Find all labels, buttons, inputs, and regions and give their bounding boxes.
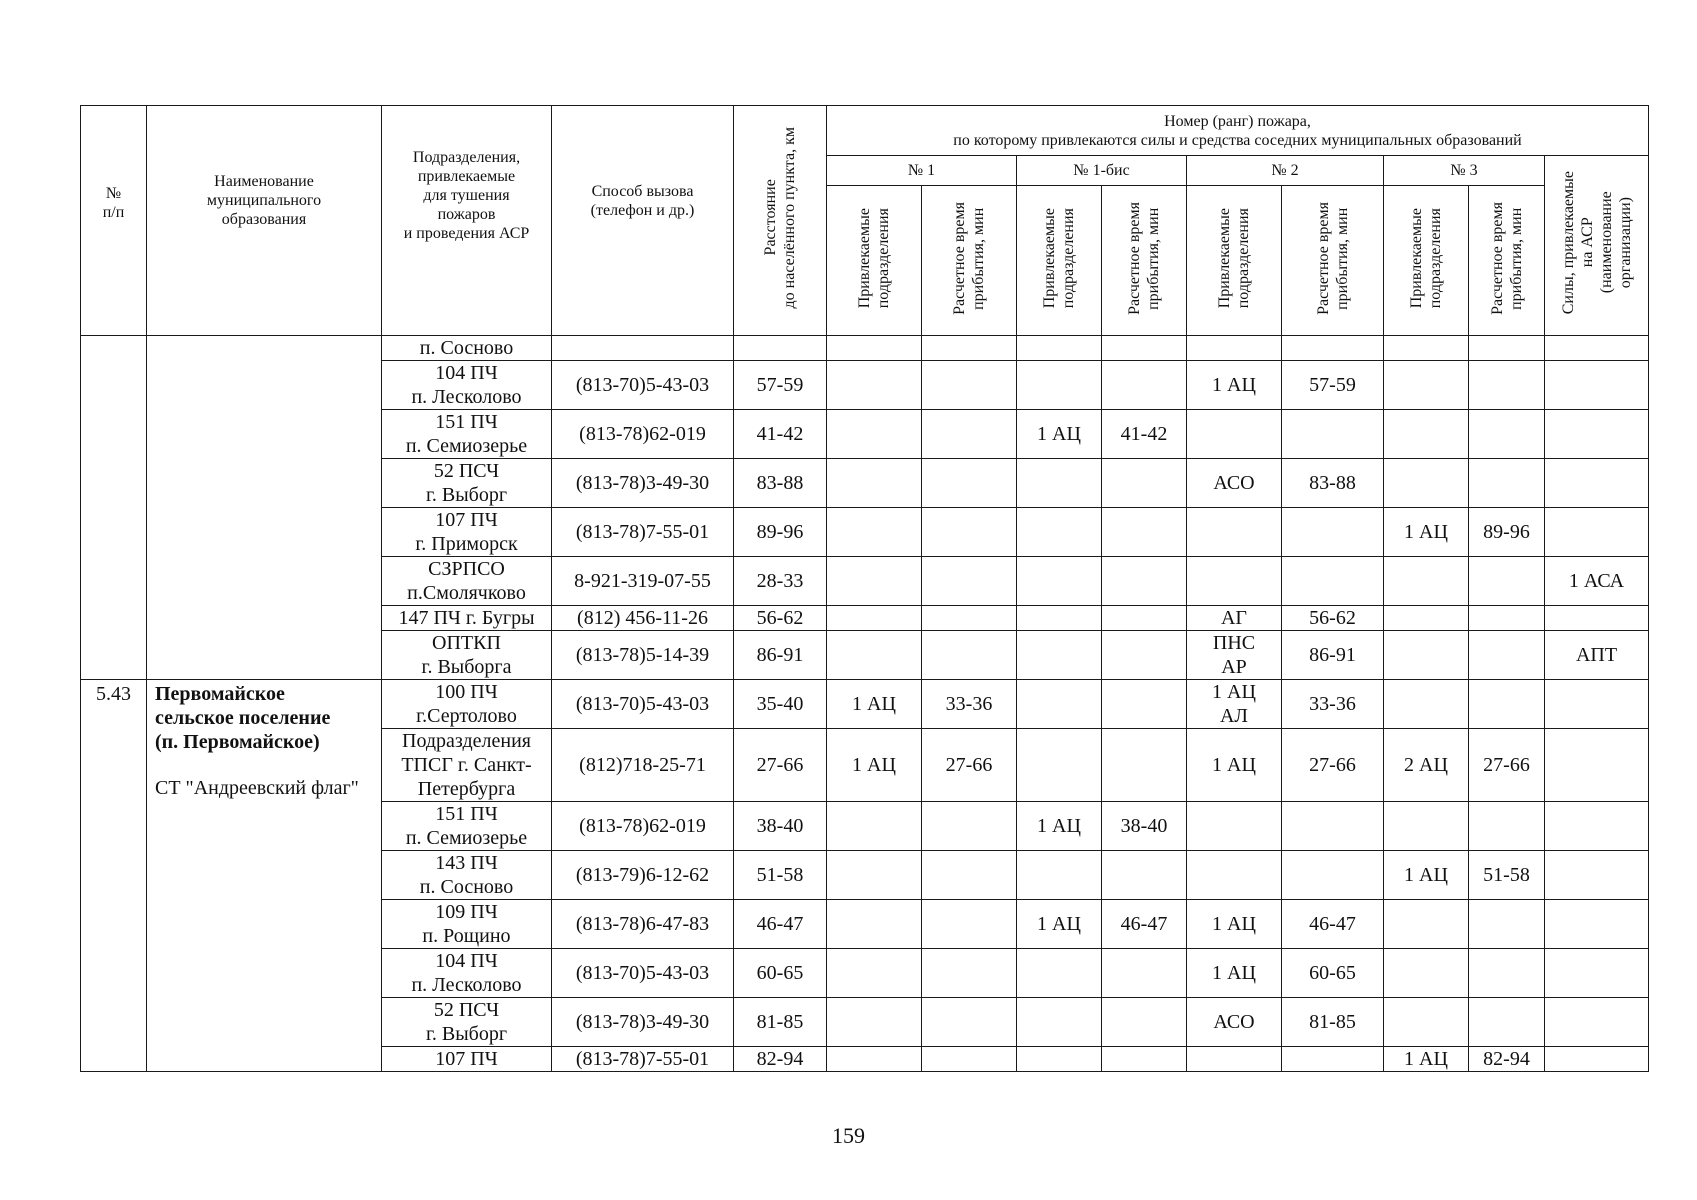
asr-forces-cell bbox=[1545, 729, 1649, 802]
rank3-units-cell: 1 АЦ bbox=[1384, 1047, 1469, 1072]
rank1-units-cell: 1 АЦ bbox=[827, 729, 922, 802]
unit-cell: 147 ПЧ г. Бугры bbox=[382, 606, 552, 631]
header-asr-forces-text: Силы, привлекаемые на АСР (наименование организации) bbox=[1559, 171, 1634, 315]
rank2-time-cell: 27-66 bbox=[1282, 729, 1384, 802]
asr-forces-cell: АПТ bbox=[1545, 631, 1649, 680]
rank1bis-units-cell bbox=[1017, 336, 1102, 361]
rank2-time-cell: 60-65 bbox=[1282, 949, 1384, 998]
rank3-units-cell: 1 АЦ bbox=[1384, 851, 1469, 900]
rank1-units-cell bbox=[827, 336, 922, 361]
rank3-units-cell bbox=[1384, 336, 1469, 361]
rank1-time-cell bbox=[922, 998, 1017, 1047]
distance-cell: 27-66 bbox=[734, 729, 827, 802]
rank1bis-time-cell bbox=[1102, 680, 1187, 729]
rank1-units-cell bbox=[827, 508, 922, 557]
unit-cell: 151 ПЧ п. Семиозерье bbox=[382, 802, 552, 851]
rank1-units-cell bbox=[827, 998, 922, 1047]
rank1-time-cell bbox=[922, 508, 1017, 557]
header-rank-1-units bbox=[827, 186, 922, 336]
fire-forces-table bbox=[80, 105, 1649, 1072]
rank1-units-cell bbox=[827, 949, 922, 998]
header-rank-1: № 1 bbox=[827, 156, 1017, 186]
rank1-units-cell bbox=[827, 900, 922, 949]
unit-cell: Подразделения ТПСГ г. Санкт- Петербурга bbox=[382, 729, 552, 802]
table-row bbox=[81, 336, 1649, 361]
rank2-time-cell bbox=[1282, 557, 1384, 606]
unit-cell: 52 ПСЧ г. Выборг bbox=[382, 998, 552, 1047]
rank1bis-time-cell bbox=[1102, 851, 1187, 900]
rank3-units-cell bbox=[1384, 949, 1469, 998]
rank2-time-cell bbox=[1282, 1047, 1384, 1072]
rank2-time-cell bbox=[1282, 802, 1384, 851]
rank1-units-cell bbox=[827, 410, 922, 459]
rank3-time-cell bbox=[1469, 336, 1545, 361]
unit-cell: 151 ПЧ п. Семиозерье bbox=[382, 410, 552, 459]
rank2-time-cell bbox=[1282, 851, 1384, 900]
rank2-units-cell: АГ bbox=[1187, 606, 1282, 631]
header-rank-1-time-text: Расчетное время прибытия, мин bbox=[951, 201, 987, 315]
asr-forces-cell bbox=[1545, 336, 1649, 361]
distance-cell: 35-40 bbox=[734, 680, 827, 729]
rank1bis-time-cell: 38-40 bbox=[1102, 802, 1187, 851]
phone-cell: (812) 456-11-26 bbox=[552, 606, 734, 631]
phone-cell: (813-78)5-14-39 bbox=[552, 631, 734, 680]
rank1bis-time-cell bbox=[1102, 631, 1187, 680]
rank1-units-cell bbox=[827, 631, 922, 680]
rank2-units-cell bbox=[1187, 851, 1282, 900]
unit-cell: 107 ПЧ bbox=[382, 1047, 552, 1072]
rank1-time-cell bbox=[922, 361, 1017, 410]
header-rank-2: № 2 bbox=[1187, 156, 1384, 186]
header-rank-1bis-time-text: Расчетное время прибытия, мин bbox=[1126, 201, 1162, 315]
asr-forces-cell bbox=[1545, 606, 1649, 631]
unit-cell: 104 ПЧ п. Лесколово bbox=[382, 361, 552, 410]
phone-cell: (813-78)7-55-01 bbox=[552, 508, 734, 557]
rank1-time-cell bbox=[922, 336, 1017, 361]
unit-cell: СЗРПСО п.Смолячково bbox=[382, 557, 552, 606]
rank3-time-cell bbox=[1469, 361, 1545, 410]
header-asr-forces bbox=[1545, 156, 1649, 336]
header-num bbox=[81, 106, 147, 336]
phone-cell: (813-78)62-019 bbox=[552, 802, 734, 851]
rank1bis-units-cell bbox=[1017, 998, 1102, 1047]
rank2-time-cell bbox=[1282, 336, 1384, 361]
header-call-text: Способ вызова (телефон и др.) bbox=[590, 183, 695, 219]
header-rank-2-time-text: Расчетное время прибытия, мин bbox=[1314, 201, 1351, 315]
header-rank-3-time-text: Расчетное время прибытия, мин bbox=[1488, 201, 1525, 315]
rank1bis-units-cell: 1 АЦ bbox=[1017, 410, 1102, 459]
section-b-subtitle: СТ "Андреевский флаг" bbox=[155, 777, 359, 799]
rank3-time-cell bbox=[1469, 900, 1545, 949]
distance-cell: 38-40 bbox=[734, 802, 827, 851]
asr-forces-cell bbox=[1545, 508, 1649, 557]
header-rank-1bis: № 1-бис bbox=[1017, 156, 1187, 186]
rank3-units-cell bbox=[1384, 361, 1469, 410]
header-units bbox=[382, 106, 552, 336]
rank2-units-cell bbox=[1187, 508, 1282, 557]
rank1-units-cell bbox=[827, 361, 922, 410]
rank3-time-cell: 51-58 bbox=[1469, 851, 1545, 900]
header-rank-3-units bbox=[1384, 186, 1469, 336]
rank3-time-cell bbox=[1469, 606, 1545, 631]
rank3-time-cell bbox=[1469, 802, 1545, 851]
rank3-units-cell bbox=[1384, 998, 1469, 1047]
rank1bis-time-cell: 46-47 bbox=[1102, 900, 1187, 949]
header-rank-1-time bbox=[922, 186, 1017, 336]
rank1-units-cell bbox=[827, 459, 922, 508]
rank1bis-time-cell bbox=[1102, 336, 1187, 361]
unit-cell: 104 ПЧ п. Лесколово bbox=[382, 949, 552, 998]
rank2-units-cell: 1 АЦ bbox=[1187, 729, 1282, 802]
header-rank-1bis-units-text: Привлекаемые подразделения bbox=[1041, 207, 1077, 309]
rank1bis-units-cell bbox=[1017, 680, 1102, 729]
header-rank-1bis-units bbox=[1017, 186, 1102, 336]
rank1-time-cell bbox=[922, 1047, 1017, 1072]
rank1bis-units-cell bbox=[1017, 557, 1102, 606]
phone-cell: (813-78)3-49-30 bbox=[552, 998, 734, 1047]
unit-cell: 109 ПЧ п. Рощино bbox=[382, 900, 552, 949]
rank1bis-units-cell bbox=[1017, 631, 1102, 680]
rank2-units-cell bbox=[1187, 336, 1282, 361]
rank3-units-cell bbox=[1384, 631, 1469, 680]
distance-cell: 86-91 bbox=[734, 631, 827, 680]
rank3-time-cell: 27-66 bbox=[1469, 729, 1545, 802]
rank1-time-cell bbox=[922, 631, 1017, 680]
rank1-units-cell: 1 АЦ bbox=[827, 680, 922, 729]
distance-cell: 41-42 bbox=[734, 410, 827, 459]
asr-forces-cell bbox=[1545, 459, 1649, 508]
rank1-time-cell bbox=[922, 606, 1017, 631]
page-number: 159 bbox=[832, 1123, 865, 1148]
asr-forces-cell: 1 АСА bbox=[1545, 557, 1649, 606]
rank1-units-cell bbox=[827, 851, 922, 900]
rank1bis-time-cell bbox=[1102, 508, 1187, 557]
rank1bis-time-cell bbox=[1102, 606, 1187, 631]
header-rank-2-time bbox=[1282, 186, 1384, 336]
rank3-time-cell bbox=[1469, 998, 1545, 1047]
rank1-units-cell bbox=[827, 557, 922, 606]
rank2-units-cell bbox=[1187, 1047, 1282, 1072]
rank3-time-cell bbox=[1469, 680, 1545, 729]
rank1bis-time-cell bbox=[1102, 459, 1187, 508]
asr-forces-cell bbox=[1545, 998, 1649, 1047]
asr-forces-cell bbox=[1545, 851, 1649, 900]
rank3-units-cell bbox=[1384, 680, 1469, 729]
section-b-num: 5.43 bbox=[81, 680, 147, 1072]
asr-forces-cell bbox=[1545, 680, 1649, 729]
rank3-units-cell bbox=[1384, 606, 1469, 631]
rank3-time-cell: 89-96 bbox=[1469, 508, 1545, 557]
rank1bis-units-cell bbox=[1017, 459, 1102, 508]
unit-cell: 107 ПЧ г. Приморск bbox=[382, 508, 552, 557]
rank2-units-cell: АСО bbox=[1187, 998, 1282, 1047]
rank1bis-units-cell: 1 АЦ bbox=[1017, 900, 1102, 949]
rank3-units-cell bbox=[1384, 459, 1469, 508]
rank2-units-cell: 1 АЦ bbox=[1187, 900, 1282, 949]
rank1-time-cell bbox=[922, 459, 1017, 508]
distance-cell bbox=[734, 336, 827, 361]
asr-forces-cell bbox=[1545, 1047, 1649, 1072]
unit-cell: п. Сосново bbox=[382, 336, 552, 361]
rank3-time-cell bbox=[1469, 410, 1545, 459]
rank1bis-time-cell bbox=[1102, 1047, 1187, 1072]
rank1-units-cell bbox=[827, 802, 922, 851]
rank1-units-cell bbox=[827, 606, 922, 631]
section-a-num bbox=[81, 336, 147, 680]
rank1bis-units-cell bbox=[1017, 508, 1102, 557]
distance-cell: 57-59 bbox=[734, 361, 827, 410]
rank1bis-units-cell bbox=[1017, 1047, 1102, 1072]
rank3-units-cell: 1 АЦ bbox=[1384, 508, 1469, 557]
rank1-time-cell bbox=[922, 410, 1017, 459]
phone-cell: (813-70)5-43-03 bbox=[552, 680, 734, 729]
phone-cell: (812)718-25-71 bbox=[552, 729, 734, 802]
rank1bis-units-cell: 1 АЦ bbox=[1017, 802, 1102, 851]
distance-cell: 51-58 bbox=[734, 851, 827, 900]
rank1bis-time-cell bbox=[1102, 557, 1187, 606]
unit-cell: ОПТКП г. Выборга bbox=[382, 631, 552, 680]
header-rank-title bbox=[827, 106, 1649, 156]
header-call bbox=[552, 106, 734, 336]
header-distance bbox=[734, 106, 827, 336]
header-rank-1bis-time bbox=[1102, 186, 1187, 336]
phone-cell: (813-78)7-55-01 bbox=[552, 1047, 734, 1072]
rank1bis-units-cell bbox=[1017, 729, 1102, 802]
rank3-units-cell: 2 АЦ bbox=[1384, 729, 1469, 802]
rank3-units-cell bbox=[1384, 802, 1469, 851]
rank2-units-cell bbox=[1187, 557, 1282, 606]
rank1bis-time-cell: 41-42 bbox=[1102, 410, 1187, 459]
distance-cell: 83-88 bbox=[734, 459, 827, 508]
distance-cell: 46-47 bbox=[734, 900, 827, 949]
rank2-units-cell: 1 АЦ АЛ bbox=[1187, 680, 1282, 729]
rank2-time-cell: 86-91 bbox=[1282, 631, 1384, 680]
rank3-time-cell bbox=[1469, 949, 1545, 998]
header-rank-1-units-text: Привлекаемые подразделения bbox=[856, 207, 892, 309]
rank2-time-cell: 56-62 bbox=[1282, 606, 1384, 631]
rank2-time-cell: 57-59 bbox=[1282, 361, 1384, 410]
distance-cell: 56-62 bbox=[734, 606, 827, 631]
rank2-time-cell bbox=[1282, 508, 1384, 557]
phone-cell: (813-70)5-43-03 bbox=[552, 949, 734, 998]
rank1-time-cell bbox=[922, 900, 1017, 949]
rank2-time-cell bbox=[1282, 410, 1384, 459]
rank2-time-cell: 33-36 bbox=[1282, 680, 1384, 729]
rank1-time-cell bbox=[922, 557, 1017, 606]
phone-cell bbox=[552, 336, 734, 361]
rank1bis-time-cell bbox=[1102, 949, 1187, 998]
asr-forces-cell bbox=[1545, 900, 1649, 949]
phone-cell: (813-78)6-47-83 bbox=[552, 900, 734, 949]
rank1bis-time-cell bbox=[1102, 998, 1187, 1047]
rank2-time-cell: 81-85 bbox=[1282, 998, 1384, 1047]
rank2-time-cell: 46-47 bbox=[1282, 900, 1384, 949]
asr-forces-cell bbox=[1545, 361, 1649, 410]
header-rank-2-units-text: Привлекаемые подразделения bbox=[1216, 207, 1252, 309]
phone-cell: (813-79)6-12-62 bbox=[552, 851, 734, 900]
asr-forces-cell bbox=[1545, 410, 1649, 459]
rank1-time-cell bbox=[922, 949, 1017, 998]
rank1bis-units-cell bbox=[1017, 949, 1102, 998]
rank1-time-cell: 33-36 bbox=[922, 680, 1017, 729]
table-row bbox=[81, 680, 1649, 729]
rank3-time-cell bbox=[1469, 557, 1545, 606]
phone-cell: 8-921-319-07-55 bbox=[552, 557, 734, 606]
asr-forces-cell bbox=[1545, 802, 1649, 851]
rank3-units-cell bbox=[1384, 900, 1469, 949]
rank3-units-cell bbox=[1384, 410, 1469, 459]
distance-cell: 28-33 bbox=[734, 557, 827, 606]
rank2-units-cell: АСО bbox=[1187, 459, 1282, 508]
rank2-units-cell bbox=[1187, 802, 1282, 851]
header-rank-2-units bbox=[1187, 186, 1282, 336]
rank2-units-cell bbox=[1187, 410, 1282, 459]
section-b-name bbox=[147, 680, 382, 1072]
phone-cell: (813-78)3-49-30 bbox=[552, 459, 734, 508]
distance-cell: 82-94 bbox=[734, 1047, 827, 1072]
phone-cell: (813-78)62-019 bbox=[552, 410, 734, 459]
rank1bis-time-cell bbox=[1102, 729, 1187, 802]
rank2-units-cell: 1 АЦ bbox=[1187, 949, 1282, 998]
rank3-time-cell bbox=[1469, 631, 1545, 680]
section-b-title: Первомайское сельское поселение (п. Первомайское) bbox=[155, 683, 331, 753]
header-name bbox=[147, 106, 382, 336]
rank1-time-cell bbox=[922, 802, 1017, 851]
rank2-units-cell: ПНС АР bbox=[1187, 631, 1282, 680]
rank1-time-cell bbox=[922, 851, 1017, 900]
header-rank-3-time bbox=[1469, 186, 1545, 336]
header-rank-title-text: Номер (ранг) пожара, по которому привлекаются силы и средства соседних муниципальных образований bbox=[953, 112, 1522, 149]
rank1bis-units-cell bbox=[1017, 851, 1102, 900]
header-num-text: № п/п bbox=[102, 185, 125, 221]
section-a-name bbox=[147, 336, 382, 680]
distance-cell: 89-96 bbox=[734, 508, 827, 557]
rank1-units-cell bbox=[827, 1047, 922, 1072]
header-rank-3: № 3 bbox=[1384, 156, 1545, 186]
unit-cell: 143 ПЧ п. Сосново bbox=[382, 851, 552, 900]
rank1-time-cell: 27-66 bbox=[922, 729, 1017, 802]
rank3-time-cell bbox=[1469, 459, 1545, 508]
phone-cell: (813-70)5-43-03 bbox=[552, 361, 734, 410]
asr-forces-cell bbox=[1545, 949, 1649, 998]
rank3-time-cell: 82-94 bbox=[1469, 1047, 1545, 1072]
rank1bis-units-cell bbox=[1017, 361, 1102, 410]
header-distance-text: Расстояние до населённого пункта, км bbox=[762, 127, 798, 309]
unit-cell: 52 ПСЧ г. Выборг bbox=[382, 459, 552, 508]
rank1bis-units-cell bbox=[1017, 606, 1102, 631]
rank2-time-cell: 83-88 bbox=[1282, 459, 1384, 508]
header-name-text: Наименование муниципального образования bbox=[206, 173, 322, 228]
rank2-units-cell: 1 АЦ bbox=[1187, 361, 1282, 410]
distance-cell: 81-85 bbox=[734, 998, 827, 1047]
distance-cell: 60-65 bbox=[734, 949, 827, 998]
header-units-text: Подразделения, привлекаемые для тушения пожаров и проведения АСР bbox=[403, 149, 530, 242]
header-rank-3-units-text: Привлекаемые подразделения bbox=[1408, 207, 1444, 309]
rank1bis-time-cell bbox=[1102, 361, 1187, 410]
unit-cell: 100 ПЧ г.Сертолово bbox=[382, 680, 552, 729]
rank3-units-cell bbox=[1384, 557, 1469, 606]
